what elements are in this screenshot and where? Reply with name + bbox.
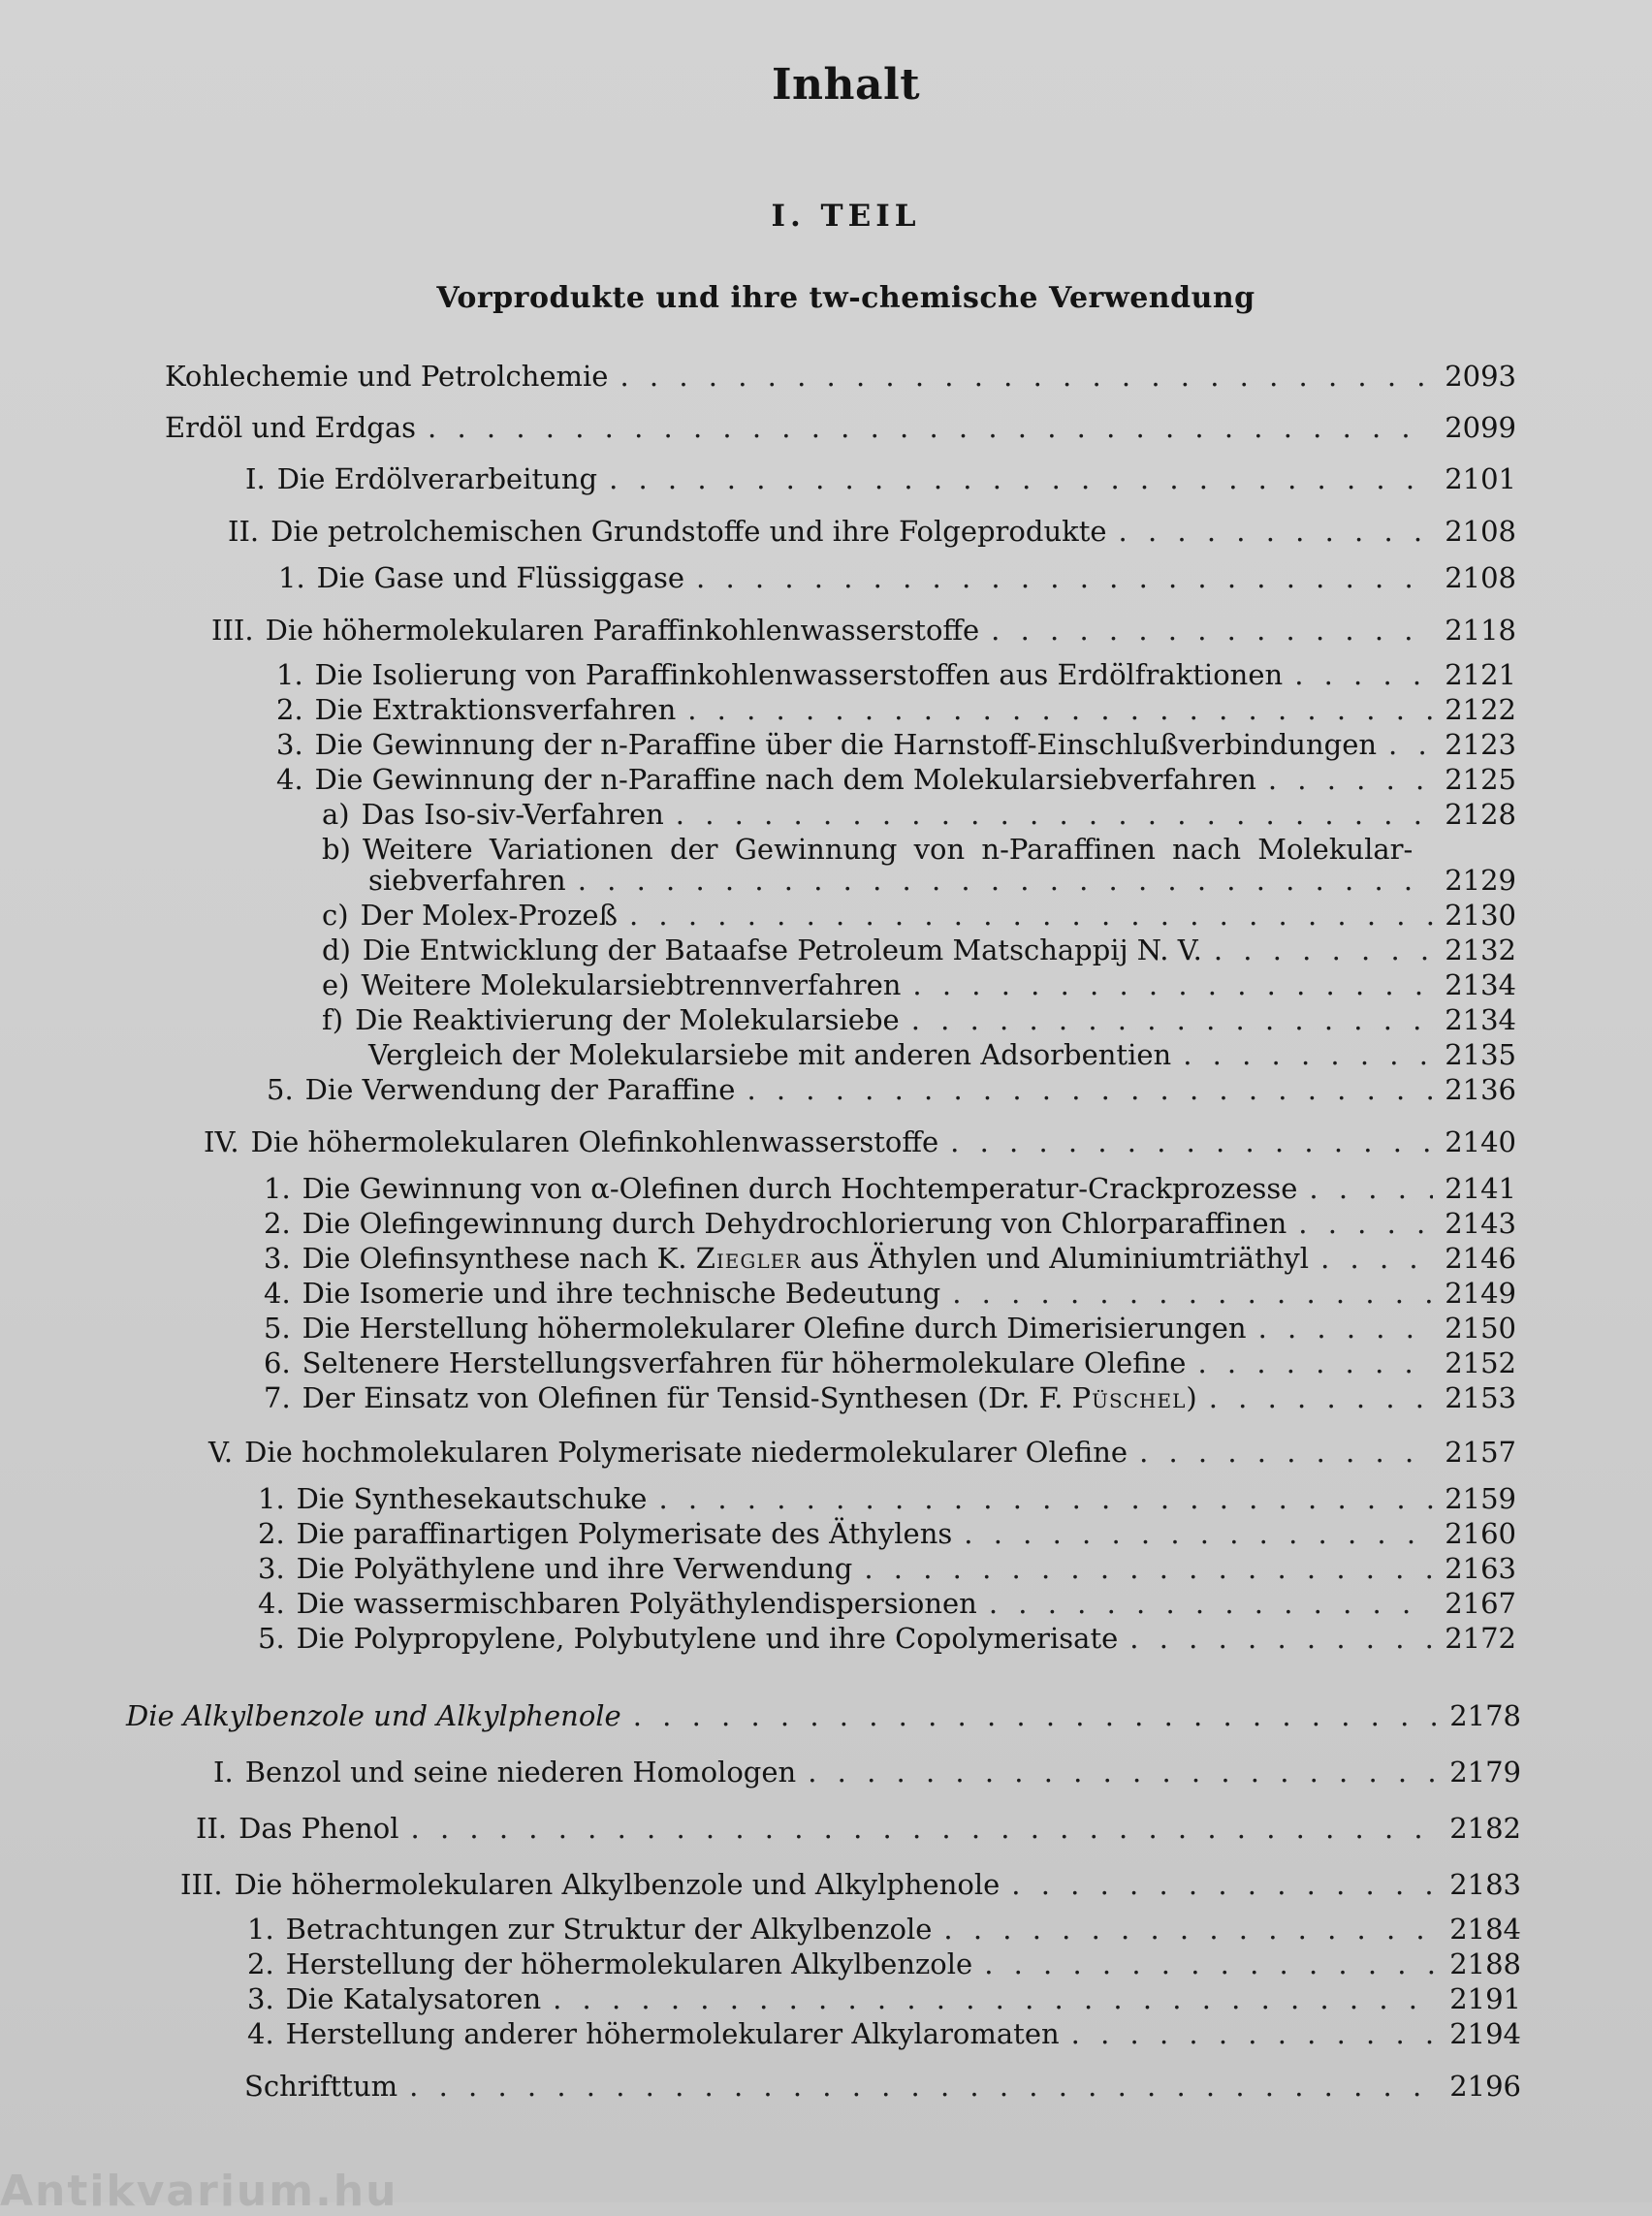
toc-page-number: 2167 (1445, 1587, 1516, 1620)
toc-entry (247, 1981, 1521, 2016)
toc-entry-text: Das Iso-siv-Verfahren (361, 798, 664, 831)
toc-entry-text: Weitere Variationen der Gewinnung von n-Paraffinen nach Molekular- (362, 833, 1414, 866)
toc-entry-number: IV. (204, 1125, 239, 1158)
toc-page-number: 2134 (1445, 1003, 1516, 1036)
toc-entry (276, 762, 1516, 797)
toc-entry (264, 1311, 1516, 1345)
toc-entry-number: II. (196, 1812, 228, 1845)
toc-entry (368, 1037, 1516, 1072)
toc-entry-text: Schrifttum (244, 2070, 398, 2103)
dot-leader (411, 1811, 1439, 1846)
dot-leader (864, 1551, 1433, 1586)
toc-entry-number: 5. (264, 1312, 291, 1345)
toc-page-number: 2093 (1445, 360, 1516, 393)
toc-entry-number: III. (211, 614, 254, 647)
dot-leader (1258, 1311, 1434, 1345)
dot-leader (911, 1002, 1433, 1037)
toc-page-number: 2182 (1449, 1812, 1521, 1845)
toc-entry-text: Der Einsatz von Olefinen für Tensid-Synthesen (Dr. F. Püschel) (302, 1381, 1197, 1414)
dot-leader (984, 1947, 1438, 1981)
toc-entry-text: Die Olefingewinnung durch Dehydrochlorierung von Chlorparaffinen (302, 1207, 1287, 1240)
toc-entry (368, 863, 1516, 898)
toc-entry-number: f) (322, 1003, 344, 1036)
toc-entry (258, 1551, 1516, 1586)
toc-entry-text: Die Katalysatoren (285, 1982, 542, 2015)
toc-entry (208, 1435, 1516, 1470)
toc-page-number: 2108 (1445, 515, 1516, 548)
toc-entry-text: Die Gewinnung von α-Olefinen durch Hochtemperatur-Crackprozesse (302, 1172, 1298, 1205)
toc-entry (247, 2016, 1521, 2051)
page-title: Inhalt (771, 60, 921, 110)
toc-page-number: 2125 (1445, 763, 1516, 796)
toc-entry (258, 1621, 1516, 1656)
dot-leader (676, 797, 1433, 832)
toc-entry-number: 1. (264, 1172, 291, 1205)
toc-page-number: 2134 (1445, 968, 1516, 1001)
dot-leader (553, 1981, 1438, 2016)
dot-leader (747, 1072, 1433, 1107)
toc-page-number: 2150 (1445, 1312, 1516, 1345)
dot-leader (620, 359, 1433, 394)
toc-entry-number: 2. (264, 1207, 291, 1240)
toc-entry-number: e) (322, 968, 350, 1001)
toc-entry-text: Die höhermolekularen Paraffinkohlenwasserstoffe (265, 614, 980, 647)
toc-entry-text: Die Erdölverarbeitung (276, 462, 598, 495)
dot-leader (943, 1912, 1438, 1947)
toc-entry (264, 1380, 1516, 1415)
toc-entry (211, 613, 1516, 648)
toc-entry-text: Herstellung anderer höhermolekularer Alkylaromaten (285, 2017, 1060, 2050)
toc-page-number: 2146 (1445, 1242, 1516, 1275)
toc-entry (258, 1586, 1516, 1621)
watermark-text: Antikvarium.hu (0, 2167, 398, 2216)
dot-leader (428, 410, 1433, 445)
toc-entry-text: Betrachtungen zur Struktur der Alkylbenzole (285, 1913, 933, 1946)
toc-entry (276, 727, 1516, 762)
author-name: Ziegler (695, 1242, 802, 1275)
dot-leader (964, 1516, 1433, 1551)
toc-page-number: 2140 (1445, 1125, 1516, 1158)
toc-entry (322, 898, 1516, 933)
dot-leader (1209, 1380, 1433, 1415)
dot-leader (950, 1124, 1433, 1159)
toc-entry-number: I. (245, 462, 266, 495)
toc-entry (322, 797, 1516, 832)
toc-page-number: 2101 (1445, 462, 1516, 495)
toc-entry-text: Die petrolchemischen Grundstoffe und ihre Folgeprodukte (270, 515, 1107, 548)
toc-entry (322, 832, 1516, 867)
toc-page-number: 2160 (1445, 1517, 1516, 1550)
author-name: Püschel (1071, 1381, 1187, 1414)
toc-entry (276, 657, 1516, 692)
toc-entry (258, 1481, 1516, 1516)
toc-entry-text: Die höhermolekularen Alkylbenzole und Alkylphenole (234, 1868, 1001, 1901)
toc-entry-text: Die Gase und Flüssiggase (316, 561, 685, 594)
toc-entry-number: d) (322, 934, 351, 966)
toc-page-number: 2135 (1445, 1038, 1516, 1071)
toc-entry-number: V. (208, 1436, 234, 1469)
toc-entry (247, 1947, 1521, 1981)
toc-entry-text: Die Herstellung höhermolekularer Olefine durch Dimerisierungen (302, 1312, 1247, 1345)
toc-entry (264, 1206, 1516, 1241)
dot-leader (1119, 514, 1434, 549)
toc-entry-text: Vergleich der Molekularsiebe mit anderen Adsorbentien (368, 1038, 1172, 1071)
toc-page-number: 2163 (1445, 1552, 1516, 1585)
toc-entry-number: 2. (276, 693, 303, 726)
toc-entry (126, 1698, 1521, 1733)
dot-leader (687, 692, 1433, 727)
toc-page-number: 2141 (1445, 1172, 1516, 1205)
toc-entry-number: 2. (258, 1517, 285, 1550)
toc-entry-text: Die Extraktionsverfahren (314, 693, 677, 726)
dot-leader (912, 967, 1433, 1002)
dot-leader (989, 1586, 1433, 1621)
toc-entry-number: 1. (247, 1913, 274, 1946)
toc-entry-text: Die Entwicklung der Bataafse Petroleum Matschappij N. V. (362, 934, 1202, 966)
toc-entry-number: 6. (264, 1346, 291, 1379)
toc-page-number: 2184 (1449, 1913, 1521, 1946)
dot-leader (1388, 727, 1433, 762)
dot-leader (1309, 1171, 1433, 1206)
toc-entry-number: 5. (267, 1073, 294, 1106)
toc-page-number: 2099 (1445, 411, 1516, 444)
part-heading: I. TEIL (771, 199, 921, 234)
toc-entry-text: Die Polyäthylene und ihre Verwendung (296, 1552, 853, 1585)
toc-page-number: 2152 (1445, 1346, 1516, 1379)
dot-leader (1139, 1435, 1433, 1470)
toc-entry-number: 1. (278, 561, 305, 594)
toc-entry (204, 1124, 1516, 1159)
toc-entry (267, 1072, 1516, 1107)
toc-entry (245, 461, 1516, 496)
toc-page-number: 2194 (1449, 2017, 1521, 2050)
toc-entry-number: II. (228, 515, 260, 548)
toc-entry (264, 1345, 1516, 1380)
toc-entry-number: 4. (247, 2017, 274, 2050)
toc-entry-text: Die Isomerie und ihre technische Bedeutung (302, 1277, 941, 1310)
toc-page-number: 2178 (1449, 1699, 1521, 1732)
dot-leader (991, 613, 1433, 648)
toc-entry-text: Der Molex-Prozeß (360, 899, 618, 932)
toc-entry-number: 2. (247, 1947, 274, 1980)
toc-entry-number: 1. (276, 658, 303, 691)
toc-entry (278, 560, 1516, 595)
dot-leader (808, 1755, 1438, 1789)
toc-entry-number: III. (180, 1868, 223, 1901)
toc-entry (228, 514, 1516, 549)
toc-page-number: 2149 (1445, 1277, 1516, 1310)
toc-entry (247, 1912, 1521, 1947)
toc-entry-text: Die Alkylbenzole und Alkylphenole (126, 1699, 621, 1732)
toc-entry-text: Die Olefinsynthese nach K. Ziegler aus Äthylen und Aluminiumtriäthyl (302, 1242, 1310, 1275)
toc-entry-text: Das Phenol (238, 1812, 399, 1845)
toc-entry (322, 967, 1516, 1002)
toc-entry (196, 1811, 1521, 1846)
toc-entry-number: 3. (264, 1242, 291, 1275)
dot-leader (409, 2069, 1438, 2104)
dot-leader (1268, 762, 1433, 797)
toc-entry-number: 4. (258, 1587, 285, 1620)
toc-entry-number: 3. (247, 1982, 274, 2015)
toc-entry (213, 1755, 1521, 1789)
dot-leader (658, 1481, 1433, 1516)
dot-leader (609, 461, 1433, 496)
toc-page-number: 2159 (1445, 1482, 1516, 1515)
toc-page-number: 2123 (1445, 728, 1516, 761)
dot-leader (629, 898, 1433, 933)
toc-entry (264, 1241, 1516, 1276)
toc-page-number: 2108 (1445, 561, 1516, 594)
dot-leader (1071, 2016, 1439, 2051)
toc-entry-number: b) (322, 833, 351, 866)
toc-entry-number: 1. (258, 1482, 285, 1515)
toc-entry-text: Herstellung der höhermolekularen Alkylbenzole (285, 1947, 973, 1980)
toc-entry (264, 1276, 1516, 1311)
toc-entry-text: Die Reaktivierung der Molekularsiebe (355, 1003, 900, 1036)
toc-entry-number: 7. (264, 1381, 291, 1414)
toc-entry-text: Die paraffinartigen Polymerisate des Äthylens (296, 1517, 953, 1550)
toc-entry-text: Erdöl und Erdgas (165, 411, 417, 444)
toc-entry-number: c) (322, 899, 349, 932)
toc-entry-text: Die Synthesekautschuke (296, 1482, 648, 1515)
dot-leader (1298, 1206, 1433, 1241)
toc-page-number: 2130 (1445, 899, 1516, 932)
toc-entry-text: Kohlechemie und Petrolchemie (165, 360, 609, 393)
toc-page-number: 2188 (1449, 1947, 1521, 1980)
toc-page-number: 2118 (1445, 614, 1516, 647)
toc-entry-text: Benzol und seine niederen Homologen (244, 1756, 797, 1789)
toc-entry-text: Weitere Molekularsiebtrennverfahren (361, 968, 902, 1001)
toc-entry-number: I. (213, 1756, 234, 1789)
dot-leader (696, 560, 1433, 595)
toc-page-number: 2157 (1445, 1436, 1516, 1469)
toc-entry-number: 4. (264, 1277, 291, 1310)
toc-entry (180, 1867, 1521, 1902)
dot-leader (633, 1698, 1438, 1733)
dot-leader (1129, 1621, 1433, 1656)
toc-entry-number: 3. (258, 1552, 285, 1585)
toc-page-number: 2179 (1449, 1756, 1521, 1789)
toc-page-number: 2172 (1445, 1622, 1516, 1655)
toc-entry-text: Seltenere Herstellungsverfahren für höhermolekulare Olefine (302, 1346, 1187, 1379)
toc-entry-number: 4. (276, 763, 303, 796)
toc-entry (165, 359, 1516, 394)
toc-entry-text: Die Gewinnung der n-Paraffine über die Harnstoff-Einschlußverbindungen (314, 728, 1378, 761)
dot-leader (1320, 1241, 1433, 1276)
toc-page-number: 2191 (1449, 1982, 1521, 2015)
toc-entry-text: siebverfahren (368, 864, 566, 897)
toc-entry (258, 1516, 1516, 1551)
toc-entry-text: Die Polypropylene, Polybutylene und ihre Copolymerisate (296, 1622, 1119, 1655)
toc-entry (165, 410, 1516, 445)
toc-page-number: 2196 (1449, 2070, 1521, 2103)
toc-page-number: 2136 (1445, 1073, 1516, 1106)
toc-page-number: 2122 (1445, 693, 1516, 726)
toc-entry (322, 933, 1516, 967)
toc-page-number: 2153 (1445, 1381, 1516, 1414)
toc-entry (322, 1002, 1516, 1037)
toc-entry-text: Die höhermolekularen Olefinkohlenwasserstoffe (250, 1125, 939, 1158)
toc-page-number: 2132 (1445, 934, 1516, 966)
section-subtitle: Vorprodukte und ihre tw-chemische Verwendung (436, 281, 1255, 315)
dot-leader (1214, 933, 1433, 967)
dot-leader (578, 863, 1433, 898)
toc-entry-text: Die Verwendung der Paraffine (304, 1073, 736, 1106)
toc-page-number: 2143 (1445, 1207, 1516, 1240)
toc-entry (264, 1171, 1516, 1206)
toc-entry (244, 2069, 1521, 2104)
toc-page-number: 2121 (1445, 658, 1516, 691)
dot-leader (952, 1276, 1433, 1311)
toc-entry-text: Die Gewinnung der n-Paraffine nach dem Molekularsiebverfahren (314, 763, 1256, 796)
dot-leader (1294, 657, 1433, 692)
toc-entry-number: 5. (258, 1622, 285, 1655)
toc-entry-number: 3. (276, 728, 303, 761)
toc-entry-text: Die hochmolekularen Polymerisate niedermolekularer Olefine (244, 1436, 1128, 1469)
toc-entry (276, 692, 1516, 727)
dot-leader (1197, 1345, 1433, 1380)
toc-entry-number: a) (322, 798, 350, 831)
toc-page-number: 2128 (1445, 798, 1516, 831)
dot-leader (1183, 1037, 1433, 1072)
toc-page-number: 2183 (1449, 1868, 1521, 1901)
toc-page-number: 2129 (1445, 864, 1516, 897)
dot-leader (1011, 1867, 1438, 1902)
toc-entry-text: Die wassermischbaren Polyäthylendispersionen (296, 1587, 977, 1620)
toc-entry-text: Die Isolierung von Paraffinkohlenwasserstoffen aus Erdölfraktionen (314, 658, 1284, 691)
